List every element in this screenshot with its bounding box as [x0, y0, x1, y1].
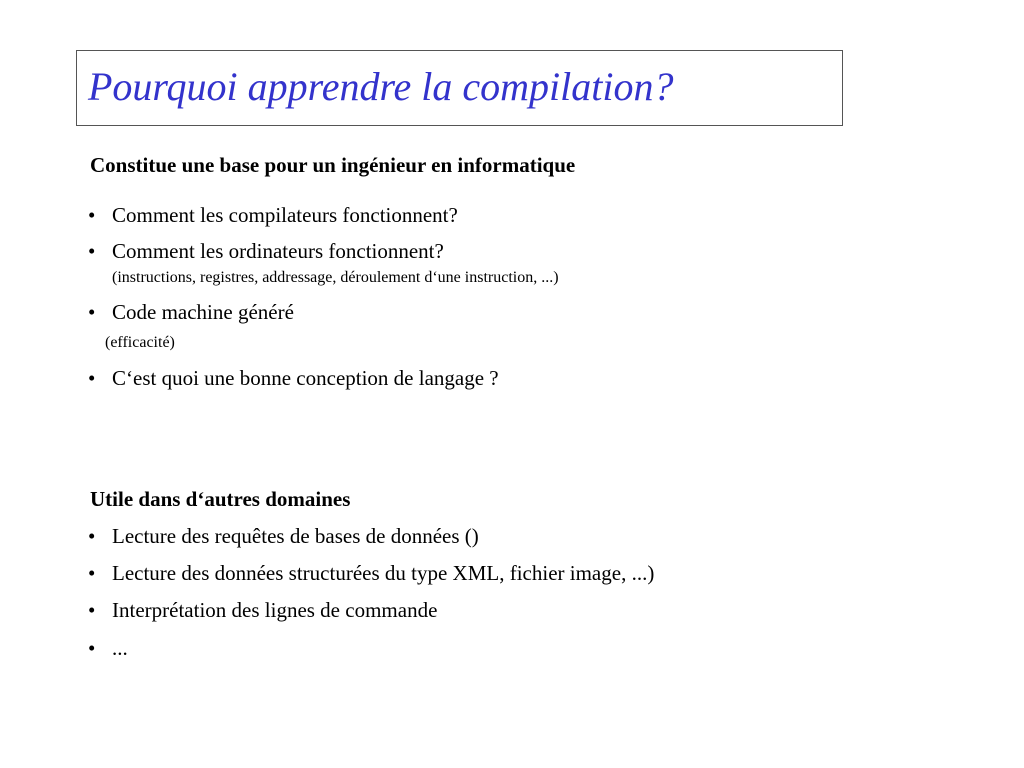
- bullet-icon: •: [88, 561, 96, 585]
- bullet-icon: •: [88, 366, 96, 390]
- bullet-text: Interprétation des lignes de commande: [112, 598, 438, 622]
- bullet-item: [88, 238, 444, 264]
- bullet-item: [88, 299, 294, 325]
- bullet-text: Comment les compilateurs fonctionnent?: [112, 203, 458, 227]
- bullet-item: [88, 560, 654, 586]
- section-heading-base: Constitue une base pour un ingénieur en informatique: [90, 153, 576, 177]
- bullet-icon: •: [88, 239, 96, 263]
- bullet-item: [88, 365, 499, 391]
- bullet-text: Lecture des données structurées du type XML, fichier image, ...): [112, 561, 655, 585]
- bullet-note: (efficacité): [105, 334, 175, 351]
- slide-title: Pourquoi apprendre la compilation?: [88, 64, 674, 109]
- title-box: [76, 50, 843, 126]
- bullet-icon: •: [88, 598, 96, 622]
- bullet-text: ...: [112, 636, 128, 660]
- bullet-note: (instructions, registres, addressage, déroulement d‘une instruction, ...): [112, 269, 559, 286]
- bullet-item: [88, 523, 479, 549]
- bullet-icon: •: [88, 300, 96, 324]
- bullet-icon: •: [88, 203, 96, 227]
- bullet-item: [88, 635, 128, 661]
- bullet-text: Lecture des requêtes de bases de données (): [112, 524, 479, 548]
- bullet-item: [88, 597, 437, 623]
- bullet-text: Code machine généré: [112, 300, 294, 324]
- bullet-text: C‘est quoi une bonne conception de langage ?: [112, 366, 499, 390]
- bullet-icon: •: [88, 636, 96, 660]
- bullet-text: Comment les ordinateurs fonctionnent?: [112, 239, 444, 263]
- bullet-icon: •: [88, 524, 96, 548]
- bullet-item: [88, 202, 458, 228]
- section-heading-other: Utile dans d‘autres domaines: [90, 487, 351, 511]
